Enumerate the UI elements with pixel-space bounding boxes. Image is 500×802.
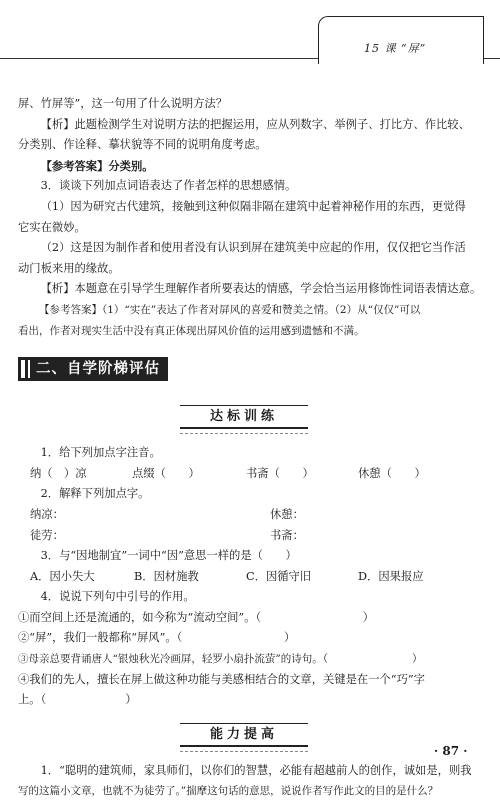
list-item: 休憩： bbox=[270, 507, 304, 521]
subsection-heading bbox=[18, 721, 486, 753]
text-line: 动门板来用的缘故。 bbox=[18, 261, 120, 275]
option: C．因循守旧 bbox=[246, 569, 312, 583]
option: D．因果报应 bbox=[358, 569, 424, 583]
section-banner bbox=[18, 357, 486, 383]
text-line: （1）因为研究古代建筑，接触到这种似隔非隔在建筑中起着神秘作用的东西，更觉得 bbox=[40, 199, 466, 213]
list-item: 书斋： bbox=[270, 528, 304, 542]
list-item: 纳（ ）凉 bbox=[30, 466, 87, 480]
pinyin-row bbox=[18, 464, 486, 485]
question-line: 写的这篇小文章，也就不为徒劳了。”揣摩这句话的意思，说说作者写作此文的目的是什么？ bbox=[18, 785, 439, 798]
list-item: ②“屏”，我们一般都称“屏风”。（ ） bbox=[18, 631, 296, 645]
page-body bbox=[18, 94, 486, 802]
option: A．因小失大 bbox=[30, 569, 95, 583]
text-line: 它实在微妙。 bbox=[18, 220, 86, 234]
list-item: 纳凉： bbox=[30, 507, 64, 521]
define-row bbox=[18, 505, 486, 526]
answer-line: 【参考答案】（1）“实在”表达了作者对屏风的喜爱和赞美之情。（2）从“仅仅”可以 bbox=[39, 303, 421, 316]
subsection-frame bbox=[180, 405, 308, 429]
define-row bbox=[18, 526, 486, 547]
subsection-heading bbox=[18, 403, 486, 435]
list-item: 休憩（ ） bbox=[358, 466, 426, 480]
answer-line: 看出，作者对现实生活中没有真正体现出屏风价值的运用感到遗憾和不满。 bbox=[18, 324, 365, 337]
list-item: 点缀（ ） bbox=[132, 466, 200, 480]
question-1: 1．给下列加点字注音。 bbox=[40, 446, 161, 460]
page-header-tab bbox=[0, 0, 500, 64]
list-item: 上。（ ） bbox=[18, 693, 137, 707]
question-4: 4．说说下列句中引号的作用。 bbox=[40, 590, 195, 604]
question-3: 3．与“因地制宜”一词中“因”意思一样的是（ ） bbox=[40, 549, 297, 563]
list-item: ④我们的先人，擅长在屏上做这种功能与美感相结合的文章，关键是在一个“巧”字 bbox=[18, 672, 425, 686]
text-line: 屏、竹屏等”，这一句用了什么说明方法？ bbox=[18, 97, 228, 110]
analysis-line: 【析】此题检测学生对说明方法的把握运用，应从列数字、举例子、打比方、作比较、 bbox=[40, 117, 470, 131]
list-item: 徒劳： bbox=[30, 528, 64, 542]
analysis-line: 【析】本题意在引导学生理解作者所要表达的情感，学会恰当运用修饰性词语表情达意。 bbox=[40, 282, 482, 296]
options-row bbox=[18, 567, 486, 588]
text-line: （2）这是因为制作者和使用者没有认识到屏在建筑美中应起的作用，仅仅把它当作活 bbox=[40, 241, 466, 255]
subsection-frame bbox=[180, 723, 308, 747]
page-number: · 87 · bbox=[434, 744, 468, 758]
list-item: ①而空间上还是流通的，如今称为“流动空间”。（ ） bbox=[18, 610, 375, 624]
subsection-title: 达标训练 bbox=[209, 409, 278, 425]
answer-line: 【参考答案】分类别。 bbox=[40, 158, 154, 173]
subsection-title: 能力提高 bbox=[209, 726, 278, 742]
option: B．因材施教 bbox=[134, 569, 199, 583]
question-line: 1．“聪明的建筑师，家具师们，以你们的智慧，必能有超越前人的创作，诚如是，则我 bbox=[40, 763, 472, 777]
list-item: 书斋（ ） bbox=[246, 466, 314, 480]
chapter-title: 15 课 “屏” bbox=[364, 42, 427, 55]
list-item: ③母亲总要背诵唐人“银烛秋光冷画屏，轻罗小扇扑流萤”的诗句。（ ） bbox=[18, 653, 423, 666]
question-2: 2．解释下列加点字。 bbox=[40, 487, 150, 501]
question-line: 3．谈谈下列加点词语表达了作者怎样的思想感情。 bbox=[40, 179, 297, 193]
section-title: 二、自学阶梯评估 bbox=[36, 361, 160, 378]
text-line: 分类别、作诠释、摹状貌等不同的说明角度考虑。 bbox=[18, 138, 267, 152]
